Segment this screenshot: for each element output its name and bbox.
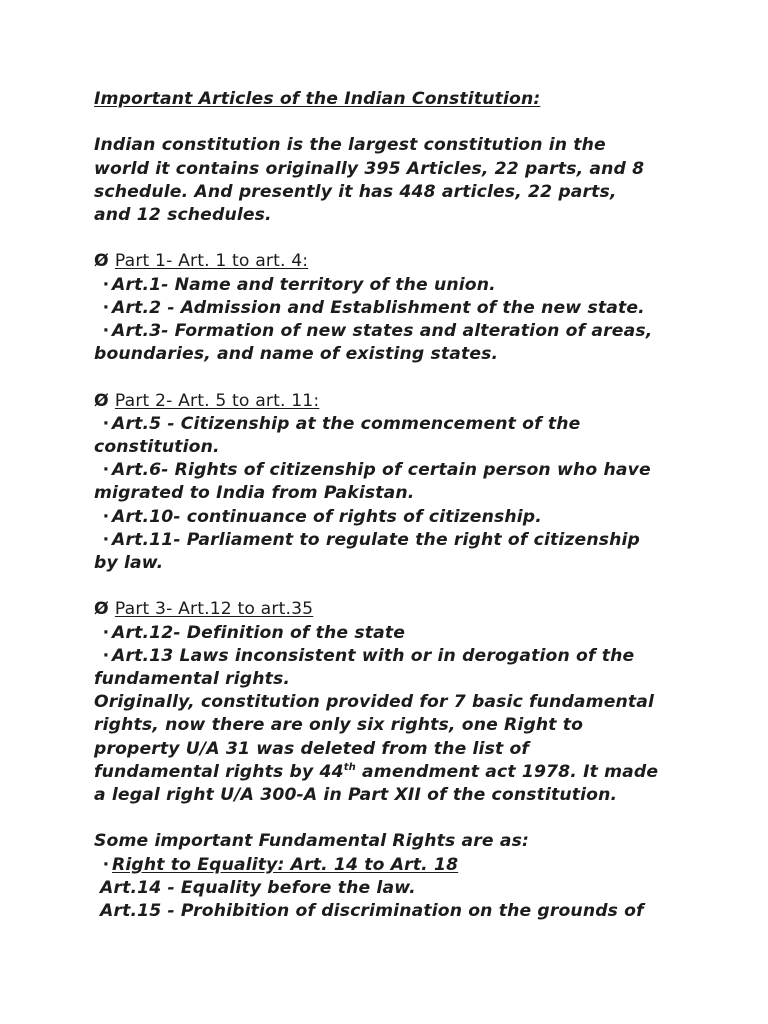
- article-text: Art.11- Parliament to regulate the right of citizenship: [112, 529, 641, 550]
- part-heading-text: Part 1- Art. 1 to art. 4:: [114, 251, 309, 272]
- arrow-bullet-icon: Ø: [94, 251, 109, 272]
- paragraph-line: a legal right U/A 300-A in Part XII of the constitution.: [94, 785, 618, 806]
- article-text: Art.1- Name and territory of the union.: [112, 274, 496, 295]
- intro-line: and 12 schedules.: [94, 205, 272, 225]
- part-3-section: [94, 598, 694, 807]
- spacer: [94, 111, 694, 134]
- document-title: [94, 88, 694, 111]
- article-item: Art.15 - Prohibition of discrimination on the grounds of: [100, 901, 644, 922]
- paragraph-line: [94, 761, 694, 784]
- spacer: [94, 575, 694, 598]
- dot-bullet-icon: ·: [102, 413, 110, 434]
- fundamental-rights-heading: Some important Fundamental Rights are as:: [94, 831, 529, 852]
- dot-bullet-icon: ·: [102, 622, 110, 643]
- article-text: Art.13 Laws inconsistent with or in derogation of the: [112, 645, 635, 666]
- paragraph-line: property U/A 31 was deleted from the list of: [94, 738, 530, 759]
- article-continuation: fundamental rights.: [94, 669, 291, 690]
- paragraph-line: rights, now there are only six rights, one Right to: [94, 715, 584, 736]
- part-1-heading: [94, 250, 694, 273]
- part-2-heading: [94, 390, 694, 413]
- article-text: Art.12- Definition of the state: [112, 622, 406, 643]
- dot-bullet-icon: ·: [102, 645, 110, 666]
- part-1-section: [94, 250, 694, 366]
- paragraph-text: fundamental rights by 44: [94, 761, 344, 782]
- intro-line: Indian constitution is the largest constitution in the: [94, 135, 606, 156]
- article-item: [94, 297, 694, 320]
- dot-bullet-icon: ·: [102, 506, 110, 527]
- article-item: [94, 622, 694, 645]
- intro-line: world it contains originally 395 Articles, 22 parts, and 8: [94, 158, 645, 179]
- document-title-text: Important Articles of the Indian Constitution:: [94, 89, 541, 109]
- ordinal-superscript: th: [343, 761, 356, 773]
- paragraph-line: Originally, constitution provided for 7 basic fundamental: [94, 692, 655, 713]
- article-text: Art.10- continuance of rights of citizenship.: [112, 506, 542, 527]
- spacer: [94, 227, 694, 250]
- article-text: Art.5 - Citizenship at the commencement of the: [112, 413, 581, 434]
- arrow-bullet-icon: Ø: [94, 390, 109, 411]
- article-continuation: by law.: [94, 553, 164, 574]
- article-item: [94, 506, 694, 529]
- spacer: [94, 807, 694, 830]
- article-text: Art.2 - Admission and Establishment of the new state.: [112, 297, 645, 318]
- fundamental-rights-section: [94, 830, 694, 923]
- article-item: [94, 413, 694, 436]
- article-item: [94, 274, 694, 297]
- part-3-heading: [94, 598, 694, 621]
- document-page: [94, 88, 694, 923]
- dot-bullet-icon: ·: [102, 321, 110, 341]
- part-heading-text: Part 3- Art.12 to art.35: [114, 599, 314, 620]
- article-text: Art.6- Rights of citizenship of certain person who have: [112, 460, 651, 481]
- article-text: Art.3- Formation of new states and alteration of areas,: [112, 321, 653, 341]
- spacer: [94, 366, 694, 389]
- article-item: [94, 529, 694, 552]
- article-item: Art.14 - Equality before the law.: [100, 877, 416, 898]
- dot-bullet-icon: ·: [102, 297, 110, 318]
- arrow-bullet-icon: Ø: [94, 599, 109, 620]
- intro-paragraph: [94, 134, 694, 227]
- intro-line: schedule. And presently it has 448 articles, 22 parts,: [94, 181, 617, 202]
- sub-heading-text: Right to Equality: Art. 14 to Art. 18: [112, 854, 459, 875]
- fundamental-rights-paragraph: [94, 691, 694, 807]
- article-item: [94, 320, 694, 343]
- article-continuation: boundaries, and name of existing states.: [94, 344, 499, 365]
- right-to-equality-heading: [94, 854, 694, 877]
- part-heading-text: Part 2- Art. 5 to art. 11:: [114, 390, 320, 411]
- article-continuation: constitution.: [94, 437, 220, 457]
- part-2-section: [94, 390, 694, 576]
- dot-bullet-icon: ·: [102, 854, 110, 875]
- dot-bullet-icon: ·: [102, 274, 110, 295]
- article-item: [94, 645, 694, 668]
- paragraph-text: amendment act 1978. It made: [355, 761, 659, 782]
- article-continuation: migrated to India from Pakistan.: [94, 483, 415, 504]
- dot-bullet-icon: ·: [102, 529, 110, 550]
- dot-bullet-icon: ·: [102, 460, 110, 481]
- article-item: [94, 459, 694, 482]
